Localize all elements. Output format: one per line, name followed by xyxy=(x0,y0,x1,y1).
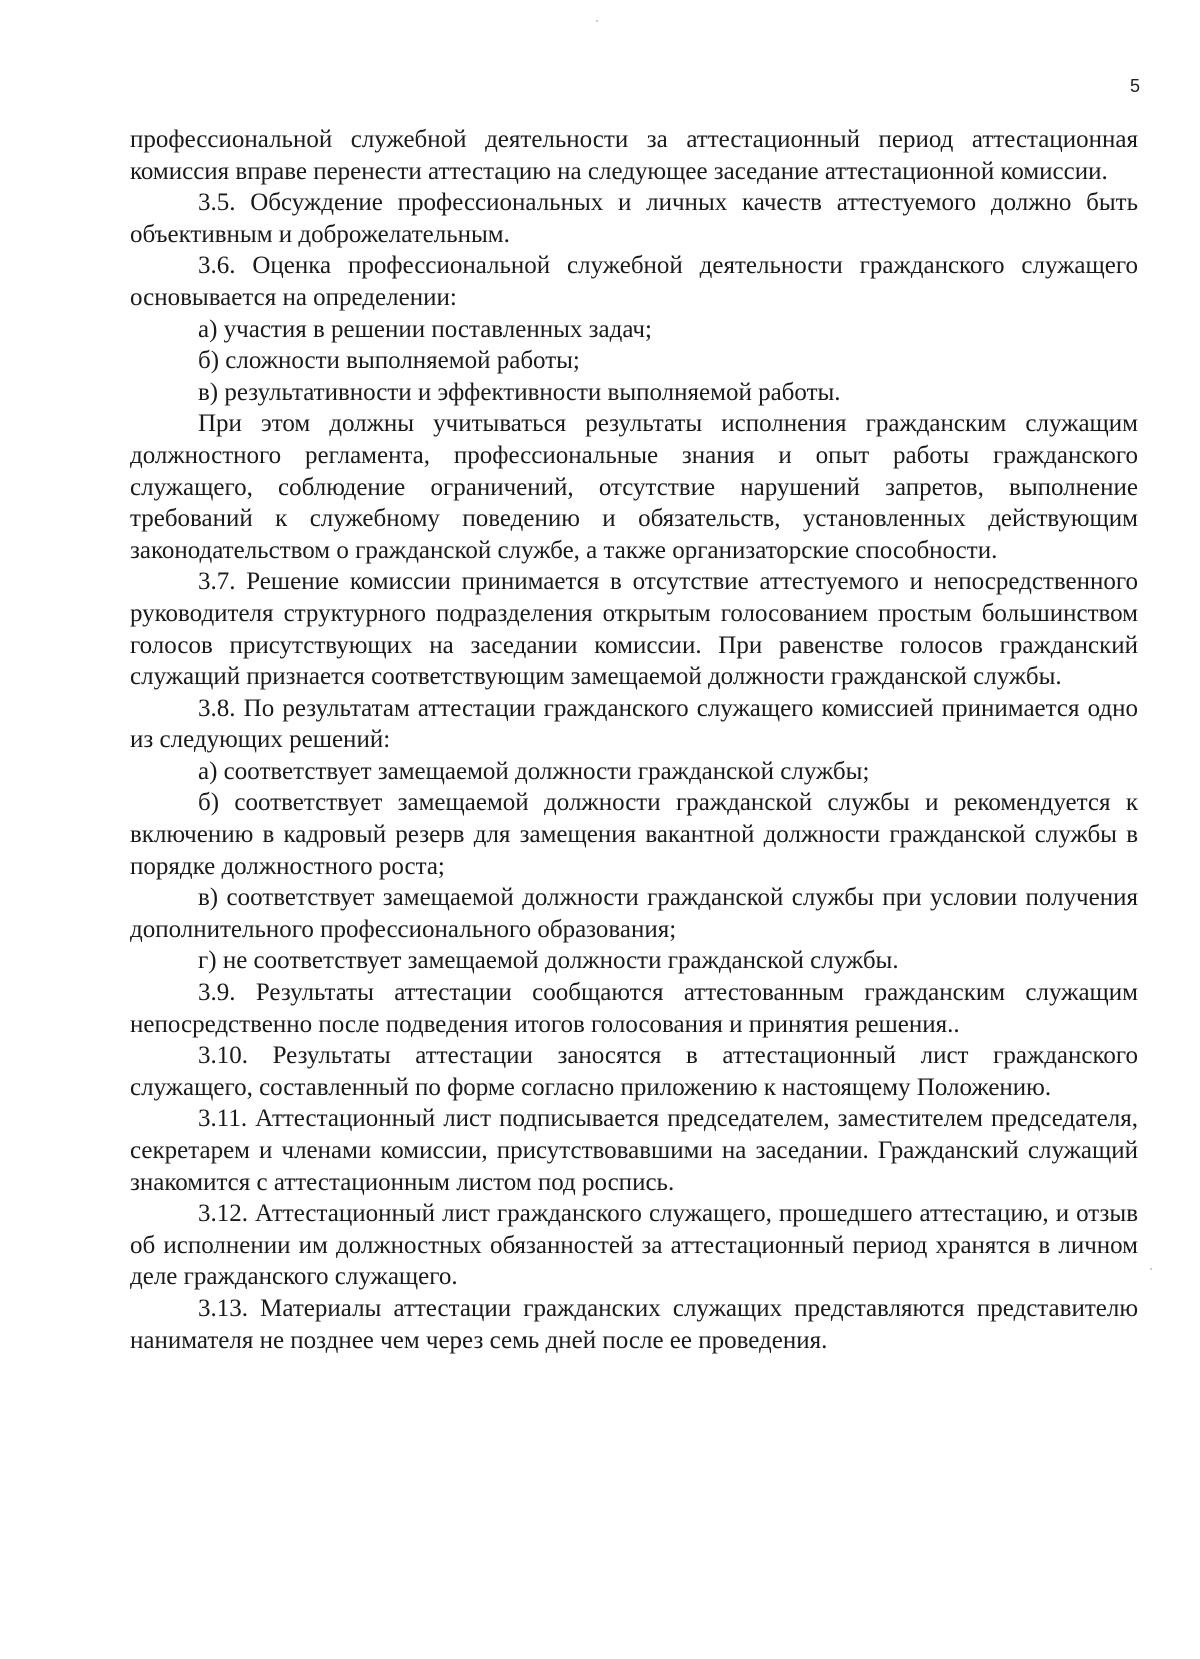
scan-speck xyxy=(1150,1268,1152,1270)
document-body xyxy=(130,124,1138,1356)
list-item-3-6-a: а) участия в решении поставленных задач; xyxy=(198,315,652,343)
list-item-3-6-b: б) сложности выполняемой работы; xyxy=(198,347,580,375)
scan-speck xyxy=(596,20,598,22)
paragraph-3-10: 3.10. Результаты аттестации заносятся в аттестационный лист гражданского служащего, составленный по форме согласно приложению к настоящему Положению. xyxy=(130,1042,1138,1101)
paragraph-3-12: 3.12. Аттестационный лист гражданского служащего, прошедшего аттестацию, и отзыв об исполнении им должностных обязанностей за аттестационный период хранятся в личном деле гражданского служащего. xyxy=(130,1200,1138,1291)
paragraph-continuation: профессиональной служебной деятельности за аттестационный период аттестационная комиссия вправе перенести аттестацию на следующее заседание аттестационной комиссии. xyxy=(130,126,1138,185)
paragraph-3-7: 3.7. Решение комиссии принимается в отсутствие аттестуемого и непосредственного руководителя структурного подразделения открытым голосованием простым большинством голосов присутствующих на заседании комиссии. При равенстве голосов гражданский служащий признается соответствующим замещаемой должности гражданской службы. xyxy=(130,568,1138,691)
list-item-3-8-a: а) соответствует замещаемой должности гражданской службы; xyxy=(198,757,870,785)
list-item-3-8-v: в) соответствует замещаемой должности гражданской службы при условии получения дополнительного профессионального образования; xyxy=(130,884,1138,943)
paragraph-3-5: 3.5. Обсуждение профессиональных и личных качеств аттестуемого должно быть объективным и доброжелательным. xyxy=(130,189,1138,248)
list-item-3-6-v: в) результативности и эффективности выполняемой работы. xyxy=(198,378,841,406)
paragraph-3-9: 3.9. Результаты аттестации сообщаются аттестованным гражданским служащим непосредственно после подведения итогов голосования и принятия решения.. xyxy=(130,979,1138,1038)
list-item-3-8-b: б) соответствует замещаемой должности гражданской службы и рекомендуется к включению в кадровый резерв для замещения вакантной должности гражданской службы в порядке должностного роста; xyxy=(130,789,1138,880)
paragraph-3-6-note: При этом должны учитываться результаты исполнения гражданским служащим должностного регламента, профессиональные знания и опыт работы гражданского служащего, соблюдение ограничений, отсутствие нарушений запретов, выполнение требований к служебному поведению и обязательств, установленных действующим законодательством о гражданской службе, а также организаторские способности. xyxy=(130,410,1138,564)
paragraph-3-13: 3.13. Материалы аттестации гражданских служащих представляются представителю нанимателя не позднее чем через семь дней после ее проведения. xyxy=(130,1294,1138,1354)
paragraph-3-8: 3.8. По результатам аттестации гражданского служащего комиссией принимается одно из следующих решений: xyxy=(130,694,1138,754)
list-item-3-8-g: г) не соответствует замещаемой должности гражданской службы. xyxy=(198,947,899,975)
paragraph-3-11: 3.11. Аттестационный лист подписывается председателем, заместителем председателя, секретарем и членами комиссии, присутствовавшими на заседании. Гражданский служащий знакомится с аттестационным листом под роспись. xyxy=(130,1105,1138,1196)
paragraph-3-6: 3.6. Оценка профессиональной служебной деятельности гражданского служащего основывается на определении: xyxy=(130,252,1138,311)
page-number: 5 xyxy=(1129,76,1140,96)
